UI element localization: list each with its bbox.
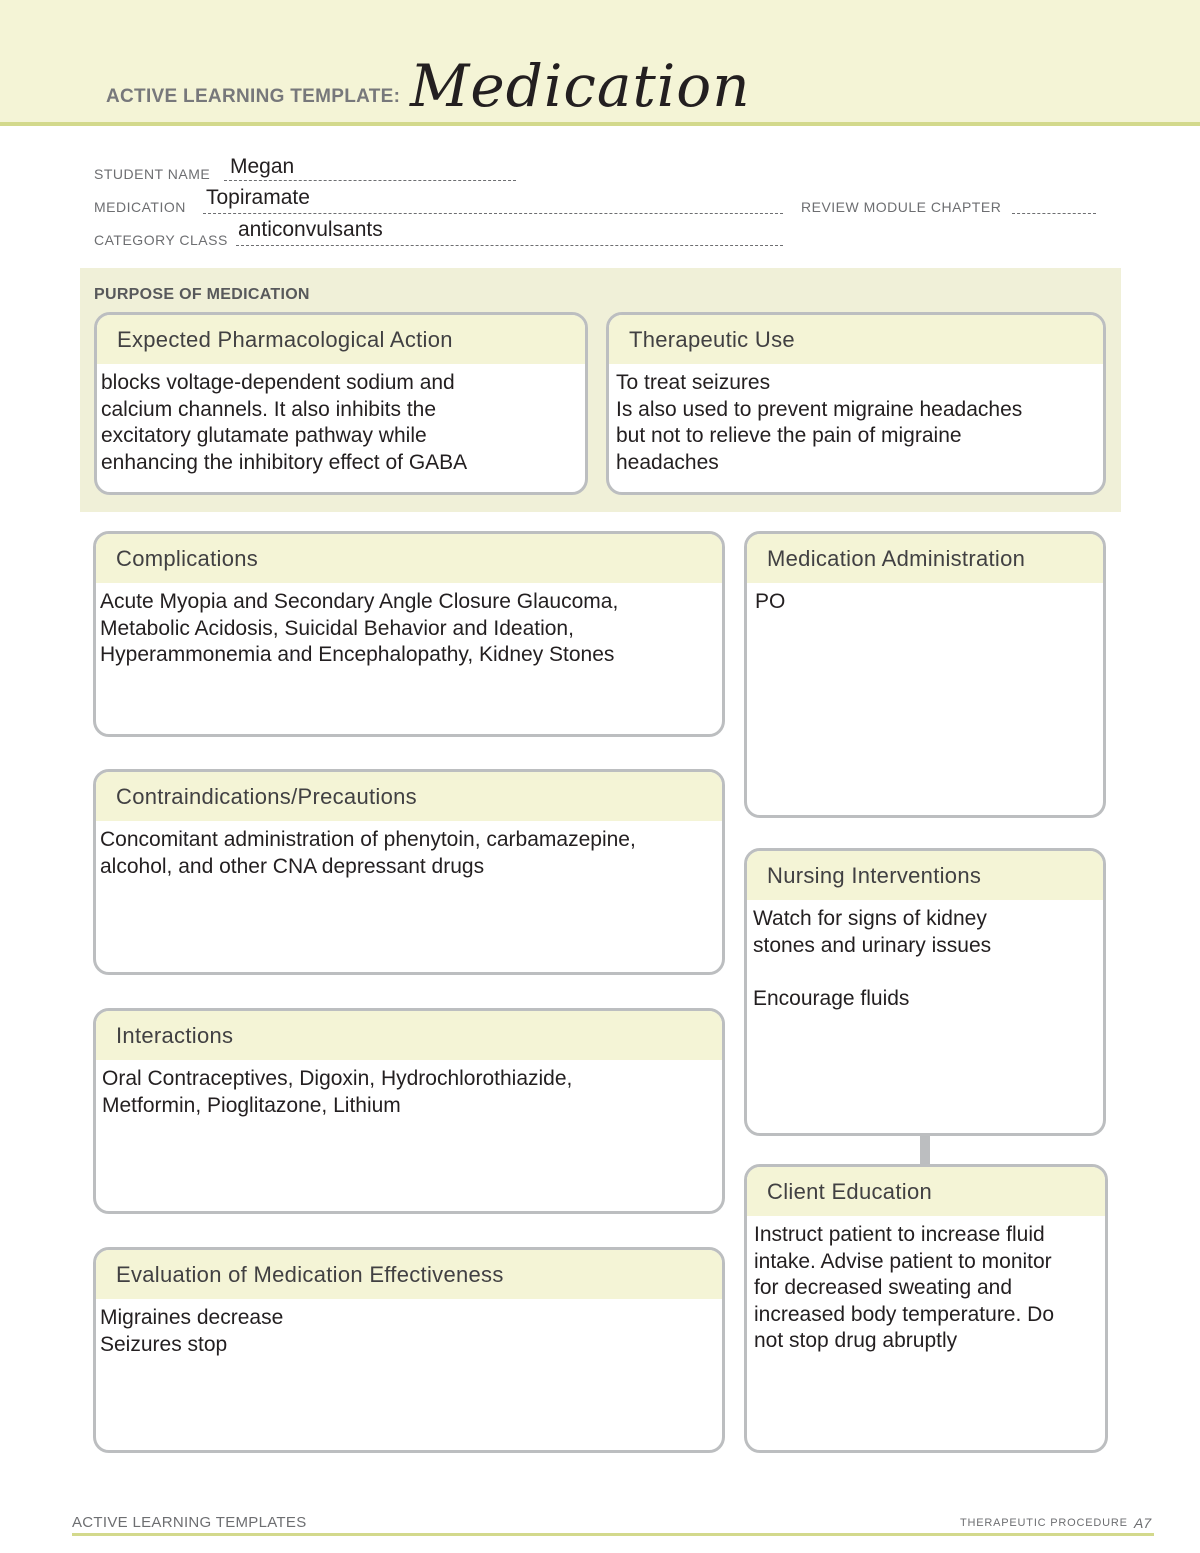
nursing-interventions-text[interactable]: Watch for signs of kidney stones and urinary issues Encourage fluids — [753, 907, 992, 1010]
card-connector — [920, 1134, 930, 1166]
expected-action-card — [94, 312, 588, 495]
expected-action-title: Expected Pharmacological Action — [97, 315, 585, 366]
client-education-text[interactable]: Instruct patient to increase fluid intake. Advise patient to monitor for decreased sweating and increased body temperature. Do not stop drug abruptly — [754, 1223, 1054, 1352]
complications-text[interactable]: Acute Myopia and Secondary Angle Closure Glaucoma, Metabolic Acidosis, Suicidal Behavior and Ideation, Hyperammonemia and Encephalopathy, Kidney Stones — [100, 590, 619, 666]
medication-field[interactable]: Topiramate — [206, 186, 310, 209]
contraindications-title: Contraindications/Precautions — [96, 772, 722, 823]
template-label: ACTIVE LEARNING TEMPLATE: — [106, 86, 401, 107]
interactions-title: Interactions — [96, 1011, 722, 1062]
therapeutic-use-text[interactable]: To treat seizures Is also used to prevent migraine headaches but not to relieve the pain of migraine headaches — [616, 371, 1023, 474]
complications-card — [93, 531, 725, 737]
interactions-text[interactable]: Oral Contraceptives, Digoxin, Hydrochlorothiazide, Metformin, Pioglitazone, Lithium — [102, 1067, 573, 1117]
complications-title: Complications — [96, 534, 722, 585]
header-divider — [0, 122, 1200, 126]
medication-label: MEDICATION — [94, 199, 186, 215]
client-education-title: Client Education — [747, 1167, 1105, 1218]
footer-procedure-label: THERAPEUTIC PROCEDURE — [960, 1517, 1128, 1529]
student-name-label: STUDENT NAME — [94, 166, 211, 182]
medication-line — [203, 213, 783, 214]
administration-title: Medication Administration — [747, 534, 1103, 585]
review-module-label: REVIEW MODULE CHAPTER — [801, 199, 1002, 215]
evaluation-title: Evaluation of Medication Effectiveness — [96, 1250, 722, 1301]
category-class-line — [236, 245, 783, 246]
student-name-field[interactable]: Megan — [230, 155, 295, 178]
category-class-label: CATEGORY CLASS — [94, 232, 228, 248]
category-class-field[interactable]: anticonvulsants — [238, 218, 383, 241]
evaluation-card — [93, 1247, 725, 1453]
therapeutic-use-title: Therapeutic Use — [609, 315, 1103, 366]
administration-text[interactable]: PO — [755, 590, 786, 613]
contraindications-card — [93, 769, 725, 975]
footer-templates-label: ACTIVE LEARNING TEMPLATES — [72, 1514, 307, 1531]
student-name-line — [224, 180, 516, 181]
evaluation-text[interactable]: Migraines decrease Seizures stop — [100, 1306, 284, 1356]
administration-card — [744, 531, 1106, 818]
review-module-line — [1012, 213, 1096, 214]
page-title: Medication — [410, 52, 751, 120]
interactions-card — [93, 1008, 725, 1214]
nursing-interventions-card — [744, 848, 1106, 1136]
therapeutic-use-card — [606, 312, 1106, 495]
purpose-title: PURPOSE OF MEDICATION — [94, 286, 310, 303]
expected-action-text[interactable]: blocks voltage-dependent sodium and calcium channels. It also inhibits the excitatory glutamate pathway while enhancing the inhibitory effect of GABA — [101, 371, 468, 474]
footer-divider — [72, 1533, 1154, 1536]
client-education-card — [744, 1164, 1108, 1453]
footer-page-number: A7 — [1134, 1515, 1152, 1531]
nursing-interventions-title: Nursing Interventions — [747, 851, 1103, 902]
contraindications-text[interactable]: Concomitant administration of phenytoin, carbamazepine, alcohol, and other CNA depressant drugs — [100, 828, 636, 878]
